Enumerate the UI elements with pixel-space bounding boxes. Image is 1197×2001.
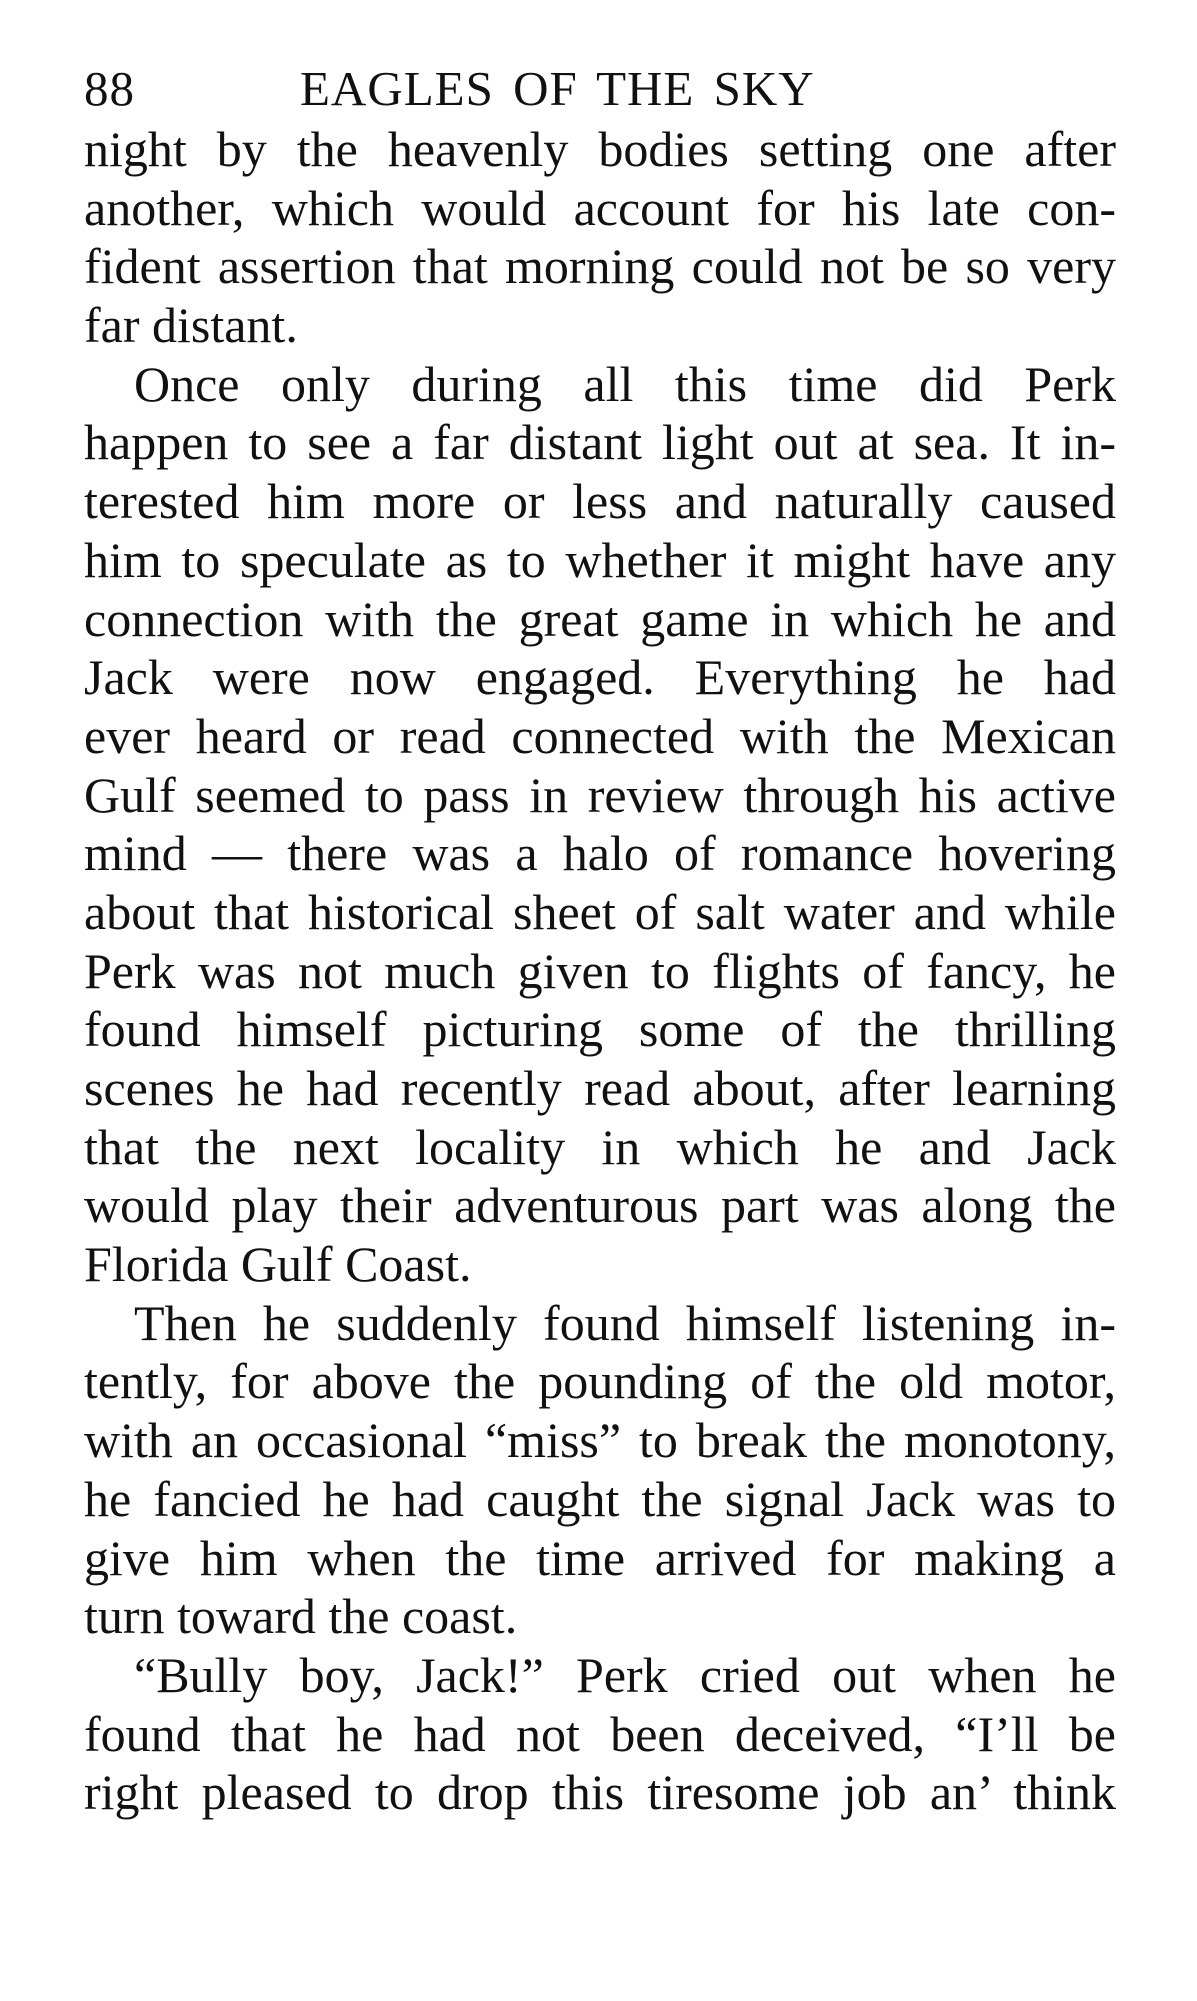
text-line: ever heard or read connected with the Mexican (84, 707, 1116, 764)
text-line: Once only during all this time did Perk (134, 355, 1116, 412)
book-title: EAGLES OF THE SKY (300, 61, 815, 116)
text-line: Perk was not much given to flights of fancy, he (84, 942, 1116, 999)
text-line: him to speculate as to whether it might have any (84, 531, 1116, 588)
text-line: about that historical sheet of salt water and while (84, 883, 1116, 940)
text-line: mind — there was a halo of romance hovering (84, 825, 1116, 882)
text-line: Then he suddenly found himself listening in- (134, 1294, 1116, 1351)
text-line: fident assertion that morning could not be so very (84, 238, 1116, 295)
text-line: happen to see a far distant light out at sea. It in- (84, 414, 1116, 471)
text-line: with an occasional “miss” to break the monotony, (84, 1412, 1116, 1469)
text-line: far distant. (84, 297, 298, 354)
text-line: tently, for above the pounding of the old motor, (84, 1353, 1116, 1410)
text-line: give him when the time arrived for making a (84, 1529, 1116, 1586)
page-number: 88 (84, 61, 135, 116)
text-line: he fancied he had caught the signal Jack was to (84, 1470, 1116, 1527)
text-line: terested him more or less and naturally caused (84, 473, 1116, 530)
running-head (84, 58, 1116, 120)
text-line: right pleased to drop this tiresome job an’ think (84, 1764, 1116, 1821)
text-line: Florida Gulf Coast. (84, 1236, 472, 1293)
text-line: “Bully boy, Jack!” Perk cried out when he (134, 1646, 1116, 1703)
text-line: Gulf seemed to pass in review through his active (84, 766, 1116, 823)
text-line: connection with the great game in which he and (84, 590, 1116, 647)
text-line: that the next locality in which he and Jack (84, 1118, 1116, 1175)
text-line: found himself picturing some of the thrilling (84, 1001, 1116, 1058)
text-line: another, which would account for his late con- (84, 179, 1116, 236)
text-line: Jack were now engaged. Everything he had (84, 649, 1116, 706)
text-line: found that he had not been deceived, “I’ll be (84, 1705, 1116, 1762)
text-line: turn toward the coast. (84, 1588, 518, 1645)
text-line: night by the heavenly bodies setting one after (84, 121, 1116, 177)
body-text (84, 120, 1116, 1822)
text-line: would play their adventurous part was along the (84, 1177, 1116, 1234)
book-page (84, 58, 1116, 1822)
text-line: scenes he had recently read about, after learning (84, 1060, 1116, 1116)
